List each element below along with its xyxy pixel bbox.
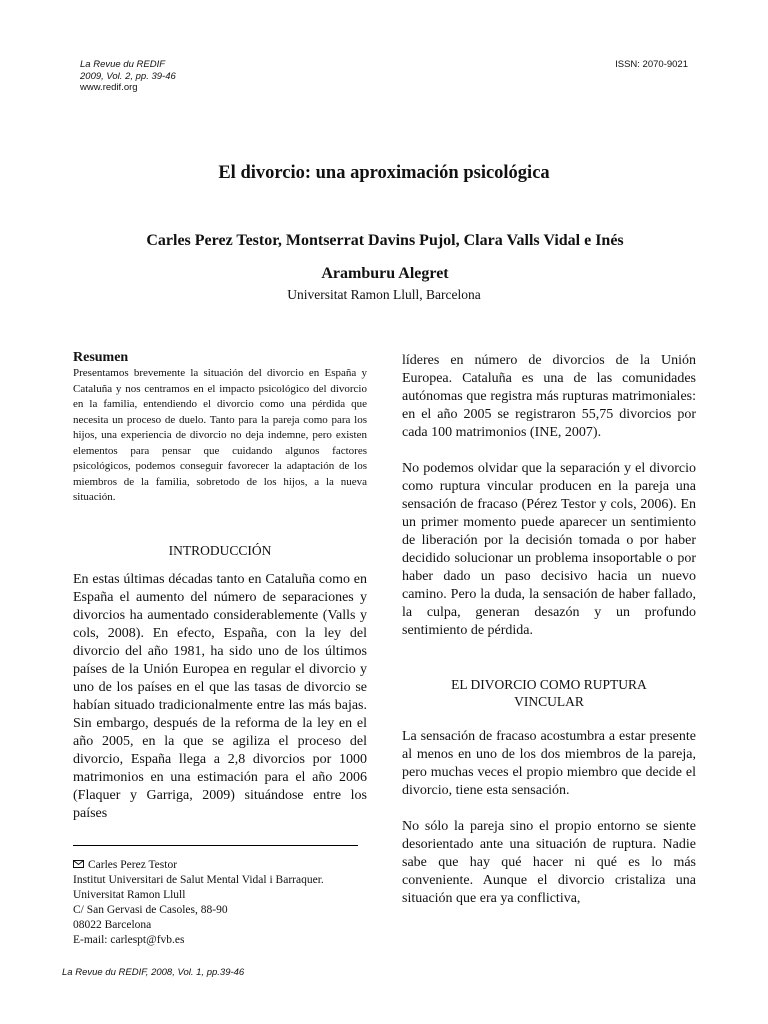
- paragraph-eu-leaders: líderes en número de divorcios de la Unión Europea. Cataluña es una de las comunidades autónomas que registra más rupturas matrimoniales: en el año 2005 se registraron 55,75 divorcios por cada 100 matrimonios (INE, 2007).: [402, 353, 696, 440]
- page-footer-citation: La Revue du REDIF, 2008, Vol. 1, pp.39-46: [62, 967, 245, 978]
- authors: [105, 224, 665, 290]
- contact-email[interactable]: E-mail: carlespt@fvb.es: [73, 934, 185, 946]
- section2-heading-line-2: VINCULAR: [514, 694, 584, 709]
- affiliation: Universitat Ramon Llull, Barcelona: [287, 287, 481, 302]
- envelope-icon: [73, 860, 84, 868]
- paragraph-failure-sensation: No podemos olvidar que la separación y el divorcio como ruptura vincular producen en la pareja una sensación de fracaso (Pérez Testor y cols, 2006). En un primer momento puede aparecer un sentimiento de liberación por la decisión tomada o por haber decidido solucionar un problema insoportable o por haber dado un paso decisivo hacia un nuevo camino. Pero la duda, la sensación de haber fallado, la culpa, generan desazón y un profundo sentimiento de pérdida.: [402, 461, 696, 638]
- authors-line-1: Carles Perez Testor, Montserrat Davins Pujol, Clara Valls Vidal e Inés: [146, 232, 624, 249]
- footnote-divider: [73, 845, 358, 846]
- contact-university: Universitat Ramon Llull: [73, 889, 186, 901]
- section2-heading: [402, 676, 696, 710]
- paragraph-fracaso: La sensación de fracaso acostumbra a estar presente al menos en uno de los dos miembros de la pareja, pero muchas veces el propio miembro que decide el divorcio, tiene esta sensación.: [402, 729, 696, 798]
- abstract-heading: Resumen: [73, 350, 129, 365]
- contact-city: 08022 Barcelona: [73, 919, 152, 931]
- abstract-text: Presentamos brevemente la situación del divorcio en España y Cataluña y nos centramos en el impacto psicológico del divorcio en la familia, entendiendo el divorcio como una pérdida que necesita un proceso de duelo. Tanto para la pareja como para los hijos, una experiencia de divorcio no deja indemne, pero existen elementos para pensar que cuidando algunos factores psicológicos, podemos conseguir favorecer la adaptación de los miembros de la familia, sobretodo de los hijos, a la nueva situación.: [73, 367, 367, 503]
- issn: ISSN: 2070-9021: [615, 59, 688, 70]
- left-column: [73, 350, 367, 823]
- article-title: El divorcio: una aproximación psicológica: [218, 163, 550, 183]
- intro-paragraph: En estas últimas décadas tanto en Cataluña como en España el aumento del número de separaciones y divorcios ha aumentado considerablemente (Valls y cols, 2008). En efecto, España, con la ley del divorcio del año 1981, ha sido uno de los últimos países de la Unión Europea en regular el divorcio y uno de los países en el que las tasas de divorcio se habían situado tradicionalmente entre las más bajas. Sin embargo, después de la reforma de la ley en el año 2005, en la que se agiliza el proceso del divorcio, España llega a 2,8 divorcios por 1000 matrimonios en una estimación para el año 2006 (Flaquer y Garriga, 2009) situándose entre los países: [73, 571, 367, 821]
- section2-heading-line-1: EL DIVORCIO COMO RUPTURA: [451, 677, 647, 692]
- paragraph-entorno: No sólo la pareja sino el propio entorno se siente desorientado ante una situación de ruptura. Nadie sabe que hay qué hacer ni qué es lo más conveniente. Aunque el divorcio cristaliza una situación que era ya conflictiva,: [402, 819, 696, 906]
- contact-street: C/ San Gervasi de Casoles, 88-90: [73, 904, 228, 916]
- correspondence-footnote: [73, 858, 324, 948]
- journal-name: La Revue du REDIF: [80, 59, 166, 70]
- contact-name: Carles Perez Testor: [88, 859, 178, 871]
- journal-website[interactable]: www.redif.org: [80, 82, 138, 93]
- authors-line-2: Aramburu Alegret: [321, 265, 449, 282]
- intro-heading: INTRODUCCIÓN: [168, 542, 272, 558]
- contact-institute: Institut Universitari de Salut Mental Vidal i Barraquer.: [73, 874, 324, 886]
- journal-header: [80, 59, 176, 94]
- right-column: [402, 352, 696, 908]
- journal-volume: 2009, Vol. 2, pp. 39-46: [80, 70, 176, 82]
